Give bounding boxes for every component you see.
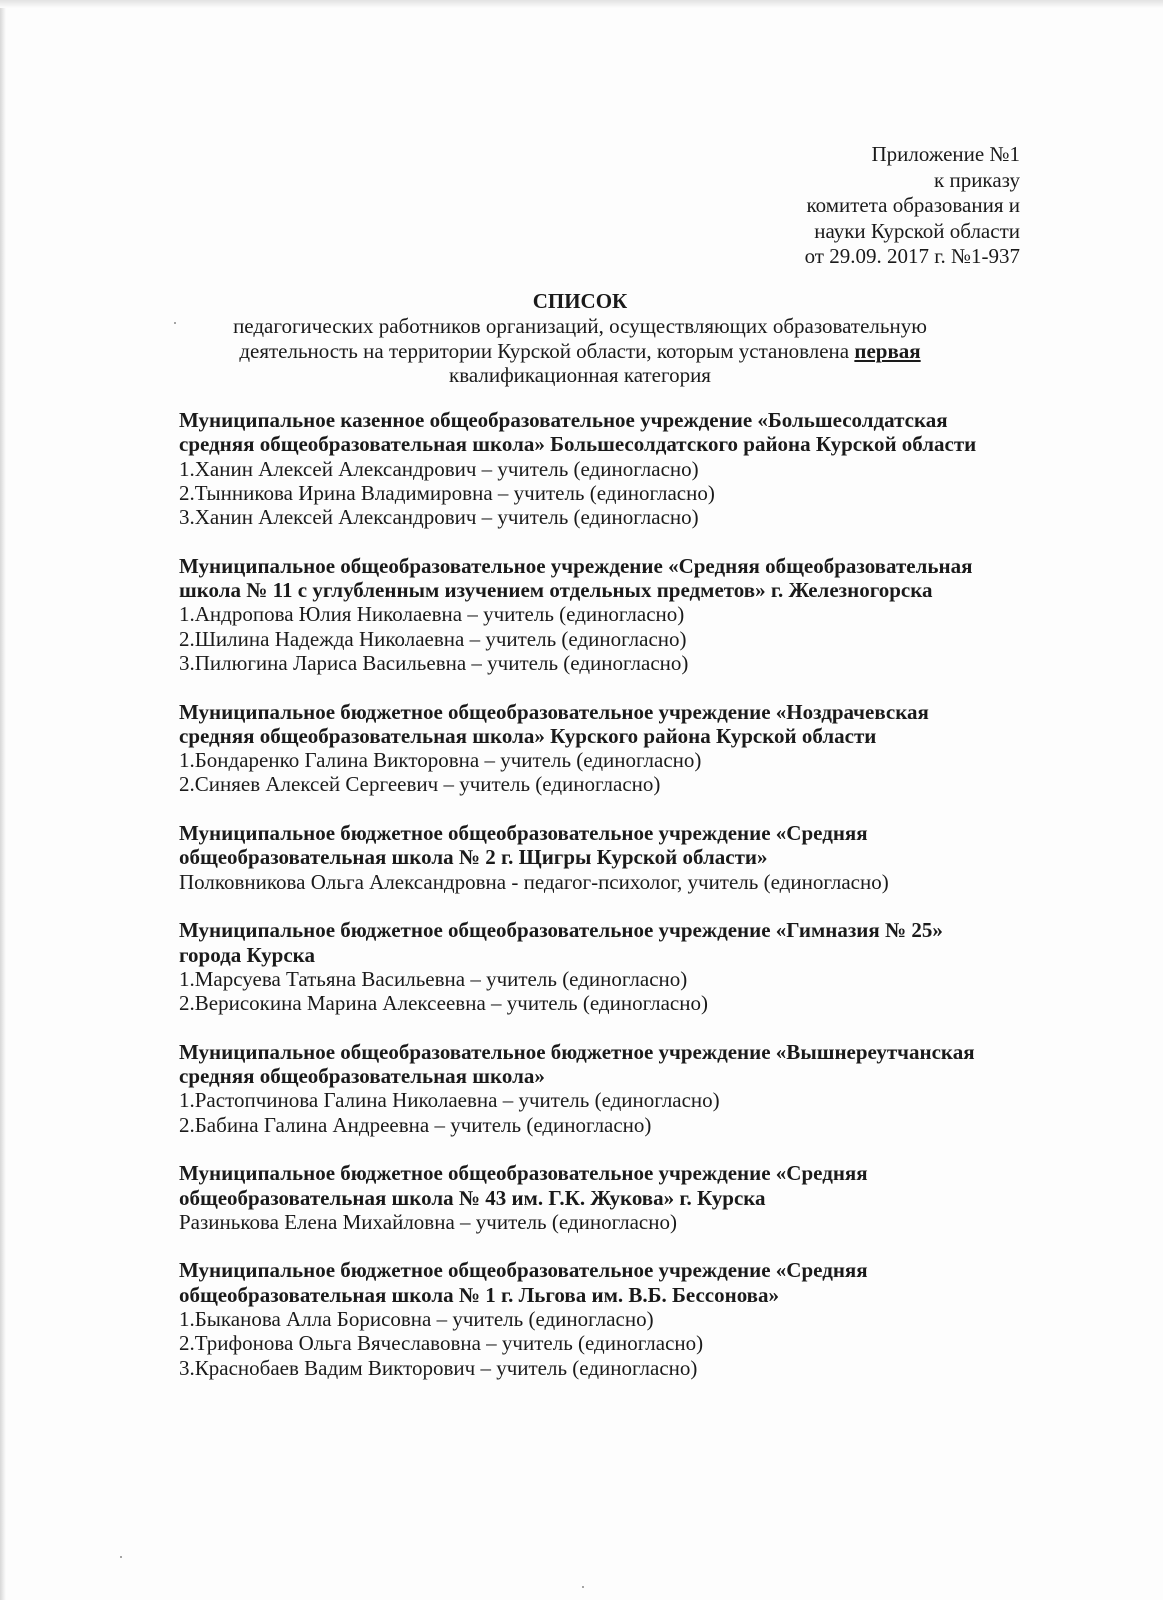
staff-entry: 3.Краснобаев Вадим Викторович – учитель (единогласно) bbox=[179, 1355, 698, 1380]
heading-line-2 bbox=[170, 339, 990, 364]
organization-name bbox=[179, 1161, 1009, 1210]
organization-block bbox=[179, 554, 1009, 675]
organization-block bbox=[179, 821, 1009, 894]
staff-entry: 1.Бондаренко Галина Викторовна – учитель (единогласно) bbox=[179, 748, 702, 773]
appendix-order-ref: к приказу bbox=[934, 167, 1020, 192]
heading-line-3: квалификационная категория bbox=[449, 363, 711, 387]
appendix-region: науки Курской области bbox=[814, 218, 1020, 243]
staff-entry: 1.Ханин Алексей Александрович – учитель (единогласно) bbox=[179, 456, 699, 481]
scan-speck bbox=[174, 322, 176, 324]
organization-name-line: средняя общеобразовательная школа» Курского района Курской области bbox=[179, 723, 877, 748]
staff-entry: 2.Синяев Алексей Сергеевич – учитель (единогласно) bbox=[179, 772, 661, 797]
staff-entry: 1.Растопчинова Галина Николаевна – учитель (единогласно) bbox=[179, 1088, 720, 1113]
staff-entry: 2.Трифонова Ольга Вячеславовна – учитель (единогласно) bbox=[179, 1331, 704, 1356]
organization-block bbox=[179, 700, 1009, 797]
organization-name bbox=[179, 700, 1009, 749]
organization-name bbox=[179, 554, 1009, 603]
organization-name bbox=[179, 918, 1009, 967]
organization-block bbox=[179, 408, 1009, 529]
document-heading bbox=[170, 288, 990, 388]
scan-speck bbox=[582, 1586, 584, 1588]
appendix-block bbox=[805, 142, 1020, 270]
organization-name bbox=[179, 1040, 1009, 1089]
organization-name-line: города Курска bbox=[179, 942, 315, 967]
staff-entry: 1.Марсуева Татьяна Васильевна – учитель (единогласно) bbox=[179, 966, 688, 991]
organization-name-line: Муниципальное общеобразовательное учреждение «Средняя общеобразовательная bbox=[179, 553, 973, 578]
staff-entry: Разинькова Елена Михайловна – учитель (единогласно) bbox=[179, 1209, 677, 1234]
heading-line-2-text: деятельность на территории Курской области, которым установлена bbox=[239, 338, 855, 363]
staff-entry: 1.Быканова Алла Борисовна – учитель (единогласно) bbox=[179, 1306, 654, 1331]
organizations-list bbox=[179, 408, 1009, 1404]
organization-name-line: общеобразовательная школа № 2 г. Щигры Курской области» bbox=[179, 845, 768, 870]
document-title: СПИСОК bbox=[532, 289, 628, 313]
organization-name bbox=[179, 821, 1009, 870]
organization-block bbox=[179, 1161, 1009, 1234]
organization-name-line: Муниципальное бюджетное общеобразовательное учреждение «Средняя bbox=[179, 1161, 868, 1186]
organization-name-line: школа № 11 с углубленным изучением отдельных предметов» г. Железногорска bbox=[179, 578, 933, 603]
organization-name-line: Муниципальное бюджетное общеобразовательное учреждение «Средняя bbox=[179, 1258, 868, 1283]
category-emphasis: первая bbox=[854, 338, 921, 363]
organization-name-line: Муниципальное бюджетное общеобразовательное учреждение «Ноздрачевская bbox=[179, 699, 929, 724]
staff-entry: 2.Тынникова Ирина Владимировна – учитель (единогласно) bbox=[179, 480, 715, 505]
organization-name-line: Муниципальное общеобразовательное бюджетное учреждение «Вышнереутчанская bbox=[179, 1039, 975, 1064]
organization-name bbox=[179, 1258, 1009, 1307]
staff-entry: 2.Бабина Галина Андреевна – учитель (единогласно) bbox=[179, 1112, 652, 1137]
organization-name bbox=[179, 408, 1009, 457]
scan-edge-shadow bbox=[0, 0, 6, 1600]
organization-name-line: средняя общеобразовательная школа» Большесолдатского района Курской области bbox=[179, 432, 977, 457]
organization-name-line: Муниципальное бюджетное общеобразовательное учреждение «Средняя bbox=[179, 821, 868, 846]
staff-entry: 3.Пилюгина Лариса Васильевна – учитель (единогласно) bbox=[179, 650, 689, 675]
organization-name-line: Муниципальное казенное общеобразовательное учреждение «Большесолдатская bbox=[179, 408, 948, 432]
organization-name-line: Муниципальное бюджетное общеобразовательное учреждение «Гимназия № 25» bbox=[179, 918, 943, 943]
staff-entry: 2.Шилина Надежда Николаевна – учитель (единогласно) bbox=[179, 626, 687, 651]
staff-entry: 1.Андропова Юлия Николаевна – учитель (единогласно) bbox=[179, 602, 685, 627]
organization-block bbox=[179, 1258, 1009, 1379]
staff-entry: 2.Верисокина Марина Алексеевна – учитель (единогласно) bbox=[179, 991, 708, 1016]
appendix-committee: комитета образования и bbox=[806, 193, 1020, 217]
heading-line-1: педагогических работников организаций, осуществляющих образовательную bbox=[233, 314, 927, 338]
appendix-number: Приложение №1 bbox=[871, 142, 1020, 166]
organization-name-line: общеобразовательная школа № 1 г. Льгова им. В.Б. Бессонова» bbox=[179, 1282, 780, 1307]
organization-name-line: средняя общеобразовательная школа» bbox=[179, 1064, 545, 1089]
scan-top-shadow bbox=[0, 0, 1163, 8]
staff-entry: Полковникова Ольга Александровна - педагог-психолог, учитель (единогласно) bbox=[179, 869, 889, 894]
organization-name-line: общеобразовательная школа № 43 им. Г.К. Жукова» г. Курска bbox=[179, 1185, 766, 1210]
scan-speck bbox=[120, 1556, 122, 1558]
appendix-date: от 29.09. 2017 г. №1-937 bbox=[804, 244, 1020, 268]
staff-entry: 3.Ханин Алексей Александрович – учитель (единогласно) bbox=[179, 505, 699, 530]
organization-block bbox=[179, 918, 1009, 1015]
organization-block bbox=[179, 1040, 1009, 1137]
